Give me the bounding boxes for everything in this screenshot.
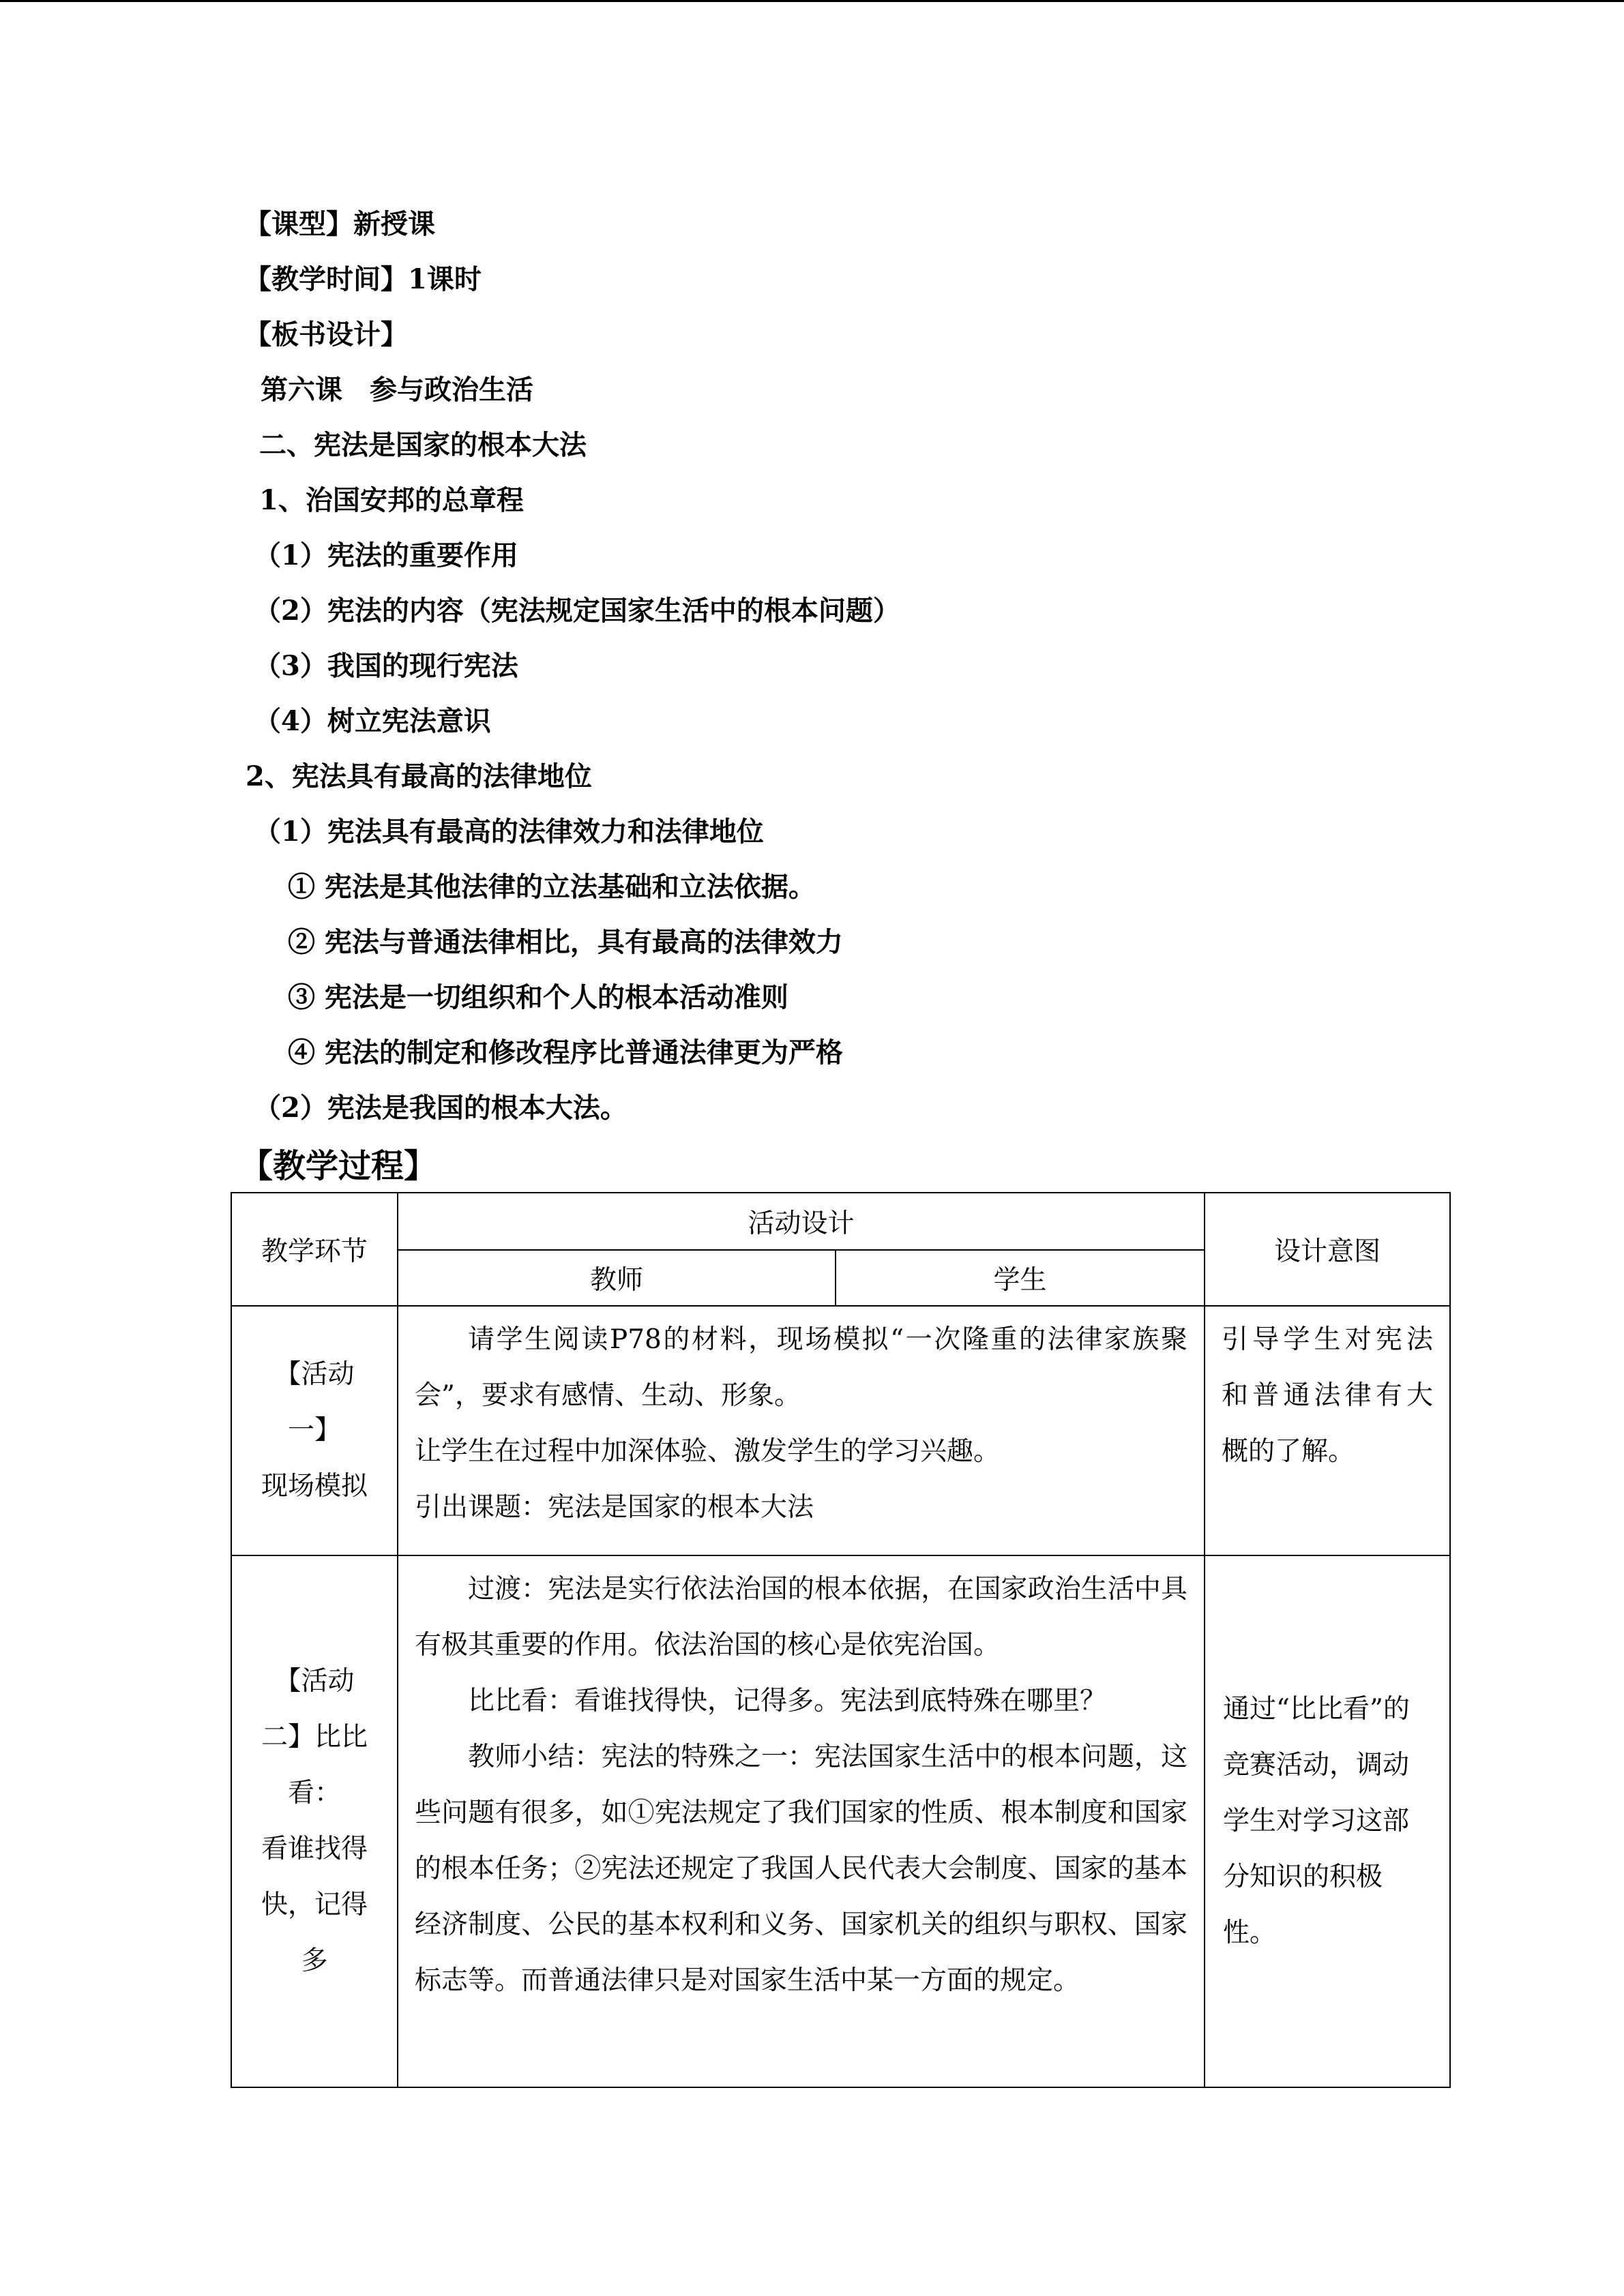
board-point-1: 1、治国安邦的总章程 bbox=[259, 484, 524, 516]
board-design-label: 【板书设计】 bbox=[244, 318, 408, 351]
row1-paragraph: 引出课题：宪法是国家的根本大法 bbox=[415, 1492, 814, 1523]
row2-content bbox=[398, 1555, 1205, 2087]
teaching-process-table bbox=[231, 1192, 1451, 2088]
board-item-3: ③ 宪法是一切组织和个人的根本活动准则 bbox=[288, 981, 788, 1013]
row2-stage-line: 【活动 bbox=[274, 1666, 355, 1697]
teaching-time: 【教学时间】1课时 bbox=[244, 263, 482, 295]
board-subpoint-1-4: （4）树立宪法意识 bbox=[254, 705, 491, 737]
row2-stage-line: 快，记得 bbox=[261, 1890, 368, 1920]
row1-intent-text: 引导学生对宪法和普通法律有大概的了解。 bbox=[1222, 1324, 1434, 1467]
board-subpoint-1-2: （2）宪法的内容（宪法规定国家生活中的根本问题） bbox=[254, 595, 900, 627]
row1-stage bbox=[231, 1306, 398, 1555]
table-row bbox=[231, 1555, 1450, 2087]
row1-intent bbox=[1205, 1306, 1450, 1555]
row2-stage-line: 二】比比 bbox=[261, 1722, 368, 1753]
page-top-border bbox=[0, 0, 1624, 2]
row2-stage-line: 多 bbox=[301, 1945, 328, 1976]
row1-paragraph: 让学生在过程中加深体验、激发学生的学习兴趣。 bbox=[415, 1436, 1001, 1467]
board-lesson-title: 第六课 参与政治生活 bbox=[261, 374, 533, 406]
board-section-2: 二、宪法是国家的根本大法 bbox=[259, 429, 587, 461]
row1-paragraph: 请学生阅读P78的材料，现场模拟“一次隆重的法律家族聚会”，要求有感情、生动、形象。 bbox=[415, 1324, 1188, 1411]
header-stage: 教学环节 bbox=[231, 1193, 398, 1306]
board-item-1: ① 宪法是其他法律的立法基础和立法依据。 bbox=[288, 871, 816, 903]
board-point-2: 2、宪法具有最高的法律地位 bbox=[246, 760, 592, 792]
board-subpoint-2-2: （2）宪法是我国的根本大法。 bbox=[254, 1092, 628, 1124]
row2-paragraph: 过渡：宪法是实行依法治国的根本依据，在国家政治生活中具有极其重要的作用。依法治国的核心是依宪治国。 bbox=[415, 1574, 1188, 1660]
table-row bbox=[231, 1306, 1450, 1555]
row2-intent bbox=[1205, 1555, 1450, 2087]
board-subpoint-1-1: （1）宪法的重要作用 bbox=[254, 539, 518, 571]
header-student: 学生 bbox=[836, 1250, 1205, 1306]
row2-intent-text: 通过“比比看”的竞赛活动，调动学生对学习这部分知识的积极性。 bbox=[1223, 1694, 1410, 1948]
board-subpoint-2-1: （1）宪法具有最高的法律效力和法律地位 bbox=[254, 816, 764, 848]
board-item-4: ④ 宪法的制定和修改程序比普通法律更为严格 bbox=[288, 1037, 843, 1069]
board-subpoint-1-3: （3）我国的现行宪法 bbox=[254, 650, 518, 682]
row2-paragraph: 比比看：看谁找得快，记得多。宪法到底特殊在哪里？ bbox=[468, 1686, 1107, 1716]
row1-stage-line: 【活动 bbox=[274, 1359, 355, 1390]
header-teacher: 教师 bbox=[398, 1250, 836, 1306]
teaching-process-heading: 【教学过程】 bbox=[240, 1147, 437, 1185]
row1-content bbox=[398, 1306, 1205, 1555]
row2-stage-line: 看谁找得 bbox=[261, 1834, 368, 1864]
row2-stage-line: 看： bbox=[287, 1778, 341, 1808]
row1-stage-line: 现场模拟 bbox=[261, 1471, 368, 1502]
board-item-2: ② 宪法与普通法律相比，具有最高的法律效力 bbox=[288, 926, 843, 958]
header-activity-design: 活动设计 bbox=[398, 1193, 1205, 1250]
header-design-intent: 设计意图 bbox=[1205, 1193, 1450, 1306]
row1-stage-line: 一】 bbox=[287, 1415, 341, 1446]
row2-stage bbox=[231, 1555, 398, 2087]
row2-paragraph: 教师小结：宪法的特殊之一：宪法国家生活中的根本问题，这些问题有很多，如①宪法规定了我们国家的性质、根本制度和国家的根本任务；②宪法还规定了我国人民代表大会制度、国家的基本经济制度、公民的基本权利和义务、国家机关的组织与职权、国家标志等。而普通法律只是对国家生活中某一方面的规定。 bbox=[415, 1742, 1188, 1996]
lesson-type: 【课型】新授课 bbox=[244, 208, 435, 240]
